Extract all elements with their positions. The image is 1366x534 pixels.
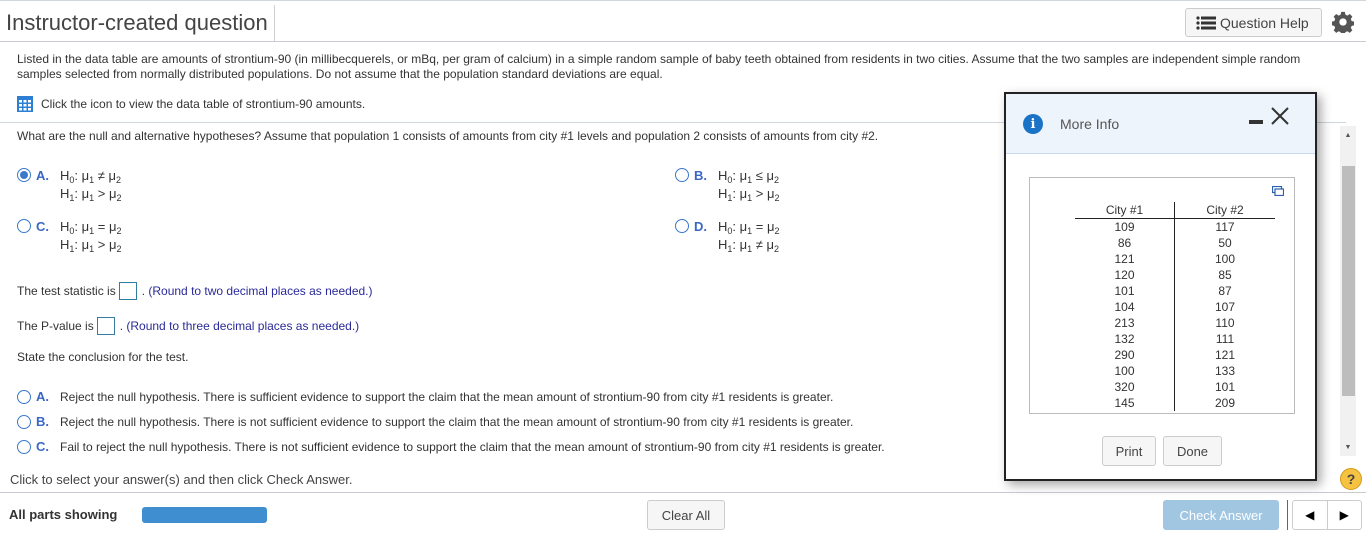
dialog-header[interactable] [1006,94,1315,154]
question-help-button[interactable] [1185,8,1322,37]
option-letter: A. [36,389,49,404]
data-table-link[interactable] [17,96,365,112]
data-table-link-text: Click the icon to view the data table of strontium-90 amounts. [41,97,366,111]
h0-line: $H_0$: $\mu_1 = \mu_2$ [718,218,780,236]
option-letter: A. [36,167,49,183]
conclusion-option-c[interactable] [17,439,885,454]
p-value-input[interactable] [97,317,115,335]
p-value-label: The P-value is [17,319,94,333]
table-row [1075,331,1275,347]
hypothesis-option-c[interactable] [17,217,121,253]
table-cell: 120 [1075,267,1175,283]
table-cell: 104 [1075,299,1175,315]
strontium-data-table [1075,202,1275,411]
table-cell: 145 [1075,395,1175,411]
table-cell: 213 [1075,315,1175,331]
done-button[interactable]: Done [1163,436,1222,466]
all-parts-label: All parts showing [9,507,118,522]
table-cell: 121 [1075,251,1175,267]
gear-icon[interactable] [1332,11,1354,33]
h0-operator: = [97,218,106,234]
conclusion-option-b[interactable] [17,414,853,429]
dialog-title: More Info [1060,116,1120,132]
table-cell: 111 [1215,332,1235,346]
question-nav [1292,500,1362,530]
header-bar [0,0,1366,42]
radio-option-b[interactable] [675,168,689,182]
h0-operator: ≠ [97,167,105,183]
table-cell: 290 [1075,347,1175,363]
table-cell: 132 [1075,331,1175,347]
table-cell: 121 [1214,348,1236,362]
test-statistic-row [17,282,373,300]
question-help-label: Question Help [1220,14,1309,31]
h0-line: $H_0$: $\mu_1 \ne \mu_2$ [60,167,122,185]
data-table-container [1029,177,1295,414]
next-arrow-icon[interactable]: ▶ [1339,508,1349,522]
option-letter: B. [36,414,49,429]
table-row [1075,283,1275,299]
scroll-down-arrow-icon[interactable]: ▼ [1344,443,1352,451]
conclusion-text: Reject the null hypothesis. There is not sufficient evidence to support the claim that the mean amount of strontium-90 from city #1 residents is greater. [60,414,854,429]
h1-operator: > [97,236,106,252]
nav-separator [1287,500,1288,530]
table-row [1075,363,1275,379]
table-cell: 133 [1214,364,1236,378]
page-title: Instructor-created question [0,5,275,41]
table-cell: 101 [1075,283,1175,299]
radio-option-c[interactable] [17,219,31,233]
table-cell: 100 [1075,363,1175,379]
table-cell: 209 [1214,396,1236,410]
pop-out-icon[interactable] [1272,186,1284,196]
vertical-scrollbar[interactable] [1340,126,1356,456]
table-row [1075,251,1275,267]
column-header: City #1 [1075,202,1175,218]
help-icon[interactable]: ? [1340,468,1362,490]
table-cell: 86 [1075,235,1175,251]
table-row [1075,235,1275,251]
problem-statement: Listed in the data table are amounts of strontium-90 (in millibecquerels, or mBq, per gram of calcium) in a simple random sample of baby teeth obtained from residents in two cities. Assume that the two samples are independent simple random samples selected from normally distributed populations. Do not assume that the population standard deviations are equal. [17,52,1301,81]
h1-line: $H_1$: $\mu_1 \ne \mu_2$ [718,236,780,254]
table-row [1075,267,1275,283]
table-cell: 110 [1215,316,1235,330]
radio-conclusion-a[interactable] [17,390,31,404]
option-letter: C. [36,439,49,454]
hypothesis-option-b[interactable] [675,166,779,202]
table-cell: 100 [1214,252,1236,266]
table-row [1075,315,1275,331]
hypotheses-question: What are the null and alternative hypotheses? Assume that population 1 consists of amounts from city #1 levels and population 2 consists of amounts from city #2. [17,129,879,143]
table-cell: 320 [1075,379,1175,395]
clear-all-button[interactable]: Clear All [647,500,725,530]
check-answer-button[interactable]: Check Answer [1163,500,1279,530]
progress-bar [142,507,267,523]
h0-line: $H_0$: $\mu_1 \le \mu_2$ [718,167,780,185]
conclusion-option-a[interactable] [17,389,833,404]
table-header-row [1075,202,1275,219]
conclusion-text: Reject the null hypothesis. There is sufficient evidence to support the claim that the mean amount of strontium-90 from city #1 residents is greater. [60,389,834,404]
test-statistic-label: The test statistic is [17,284,116,298]
instructions-text: Click to select your answer(s) and then click Check Answer. [10,472,353,487]
print-button[interactable]: Print [1102,436,1156,466]
column-header: City #2 [1206,203,1244,217]
h1-line: $H_1$: $\mu_1 > \mu_2$ [60,236,122,254]
table-row [1075,347,1275,363]
table-row [1075,379,1275,395]
table-cell: 50 [1218,236,1232,250]
conclusion-text: Fail to reject the null hypothesis. There is not sufficient evidence to support the claim that the mean amount of strontium-90 from city #1 residents is greater. [60,439,885,454]
hypothesis-option-a[interactable] [17,166,121,202]
p-value-hint: . (Round to three decimal places as needed.) [119,319,360,333]
table-cell: 87 [1218,284,1232,298]
table-cell: 109 [1075,219,1175,235]
scroll-up-arrow-icon[interactable]: ▲ [1344,131,1352,139]
option-letter: D. [694,218,707,234]
table-row [1075,395,1275,411]
close-icon[interactable] [1269,105,1291,127]
test-statistic-hint: . (Round to two decimal places as needed.) [141,284,373,298]
table-row [1075,299,1275,315]
scroll-thumb[interactable] [1342,166,1355,396]
radio-option-d[interactable] [675,219,689,233]
hypothesis-option-d[interactable] [675,217,779,253]
table-icon[interactable] [17,96,33,112]
test-statistic-input[interactable] [119,282,137,300]
radio-conclusion-b[interactable] [17,415,31,429]
option-letter: C. [36,218,49,234]
h0-line: $H_0$: $\mu_1 = \mu_2$ [60,218,122,236]
h1-operator: > [97,185,106,201]
table-row [1075,219,1275,235]
info-icon: i [1023,114,1043,134]
more-info-dialog [1004,92,1317,481]
h1-operator: > [755,185,764,201]
footer-divider [0,492,1366,493]
option-letter: B. [694,167,707,183]
table-cell: 107 [1214,300,1236,314]
radio-option-a[interactable] [17,168,31,182]
table-cell: 101 [1214,380,1236,394]
h1-line: $H_1$: $\mu_1 > \mu_2$ [60,185,122,203]
conclusion-prompt: State the conclusion for the test. [17,350,189,364]
radio-conclusion-c[interactable] [17,440,31,454]
table-cell: 117 [1215,220,1235,234]
table-cell: 85 [1218,268,1232,282]
h0-operator: ≤ [755,167,763,183]
list-icon [1196,16,1216,30]
previous-arrow-icon[interactable]: ◀ [1293,501,1328,529]
h1-operator: ≠ [755,236,763,252]
h1-line: $H_1$: $\mu_1 > \mu_2$ [718,185,780,203]
minimize-icon[interactable] [1249,120,1263,124]
h0-operator: = [755,218,764,234]
p-value-row [17,317,359,335]
